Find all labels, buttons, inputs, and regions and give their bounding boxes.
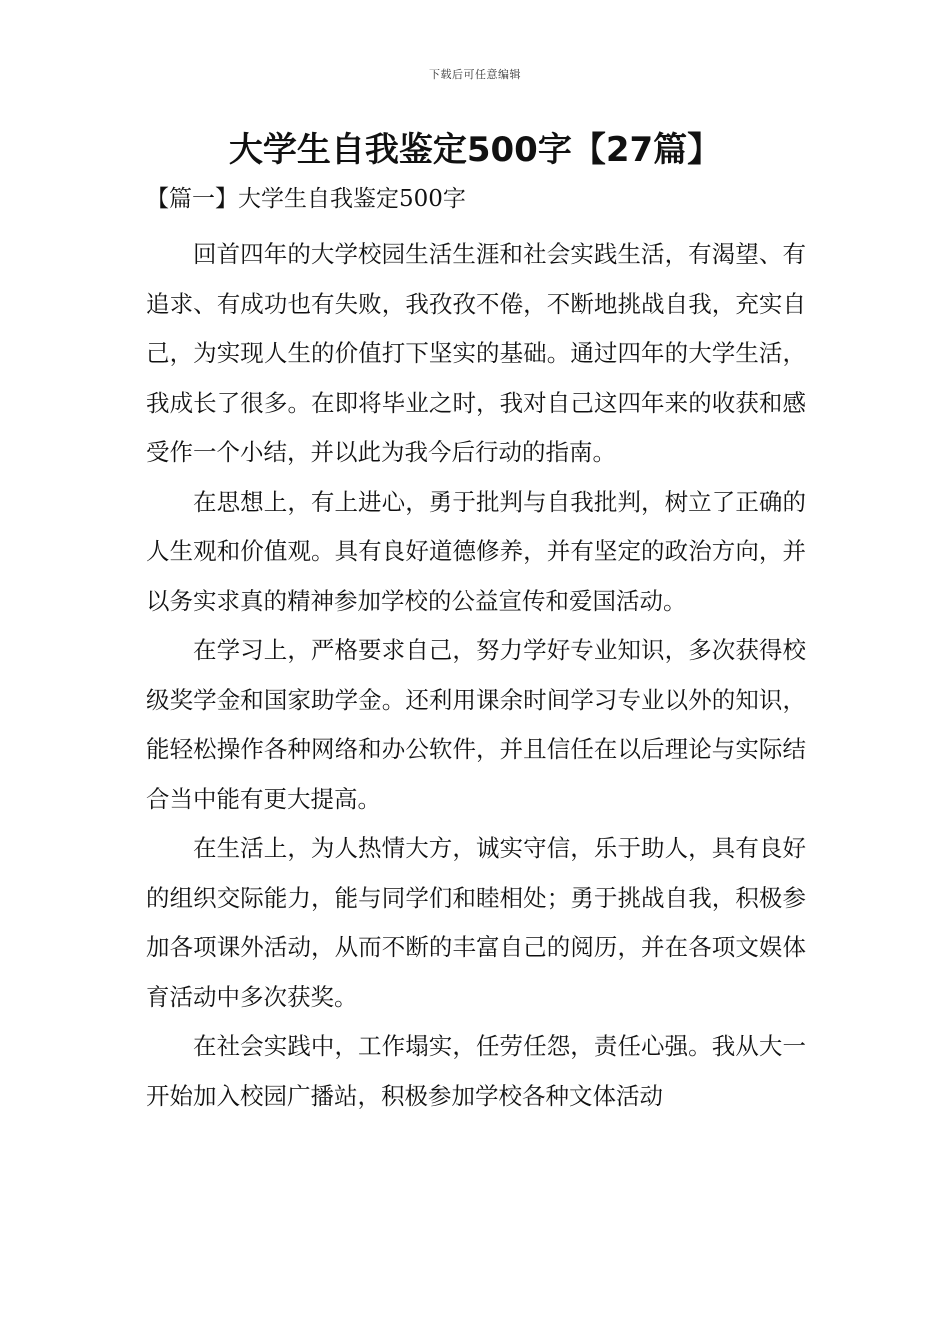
document-title: 大学生自我鉴定500字【27篇】	[228, 130, 722, 170]
document-body	[146, 230, 806, 1121]
paragraph: 在思想上，有上进心，勇于批判与自我批判，树立了正确的人生观和价值观。具有良好道德修养，并有坚定的政治方向，并以务实求真的精神参加学校的公益宣传和爱国活动。	[146, 487, 806, 615]
paragraph: 在学习上，严格要求自己，努力学好专业知识，多次获得校级奖学金和国家助学金。还利用课余时间学习专业以外的知识，能轻松操作各种网络和办公软件，并且信任在以后理论与实际结合当中能有更大提高。	[146, 636, 806, 813]
section-heading: 【篇一】大学生自我鉴定500字	[146, 186, 466, 212]
paragraph: 回首四年的大学校园生活生涯和社会实践生活，有渴望、有追求、有成功也有失败，我孜孜不倦，不断地挑战自我，充实自己，为实现人生的价值打下坚实的基础。通过四年的大学生活，我成长了很多。在即将毕业之时，我对自己这四年来的收获和感受作一个小结，并以此为我今后行动的指南。	[146, 240, 806, 466]
header-note: 下载后可任意编辑	[429, 68, 521, 81]
paragraph: 在生活上，为人热情大方，诚实守信，乐于助人，具有良好的组织交际能力，能与同学们和睦相处；勇于挑战自我，积极参加各项课外活动，从而不断的丰富自己的阅历，并在各项文娱体育活动中多次获奖。	[146, 834, 806, 1011]
paragraph: 在社会实践中，工作塌实，任劳任怨，责任心强。我从大一开始加入校园广播站，积极参加学校各种文体活动	[146, 1032, 806, 1110]
